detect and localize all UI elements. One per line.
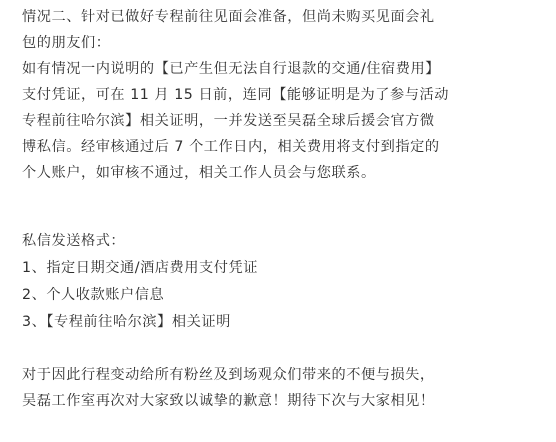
- section1-line-7: 个人账户，如审核不通过，相关工作人员会与您联系。: [22, 165, 376, 181]
- section1-line-2: 包的朋友们：: [22, 35, 111, 51]
- section1-line-4: 支付凭证，可在 11 月 15 日前，连同【能够证明是为了参与活动: [22, 87, 449, 103]
- section1-line-3: 如有情况一内说明的【已产生但无法自行退款的交通/住宿费用】: [22, 61, 440, 77]
- apology-line-1: 对于因此行程变动给所有粉丝及到场观众们带来的不便与损失，: [22, 367, 435, 383]
- section1-line-1: 情况二、针对已做好专程前往见面会准备，但尚未购买见面会礼: [22, 9, 435, 25]
- section1-line-5: 专程前往哈尔滨】相关证明，一并发送至吴磊全球后援会官方微: [22, 113, 435, 129]
- format-item-1: 1、指定日期交通/酒店费用支付凭证: [22, 260, 258, 276]
- format-heading: 私信发送格式：: [22, 233, 126, 249]
- format-item-2: 2、个人收款账户信息: [22, 287, 165, 303]
- format-item-3: 3、【专程前往哈尔滨】相关证明: [22, 314, 231, 330]
- apology-line-2: 吴磊工作室再次对大家致以诚挚的歉意！期待下次与大家相见！: [22, 393, 435, 409]
- section1-line-6: 博私信。经审核通过后 7 个工作日内，相关费用将支付到指定的: [22, 139, 440, 155]
